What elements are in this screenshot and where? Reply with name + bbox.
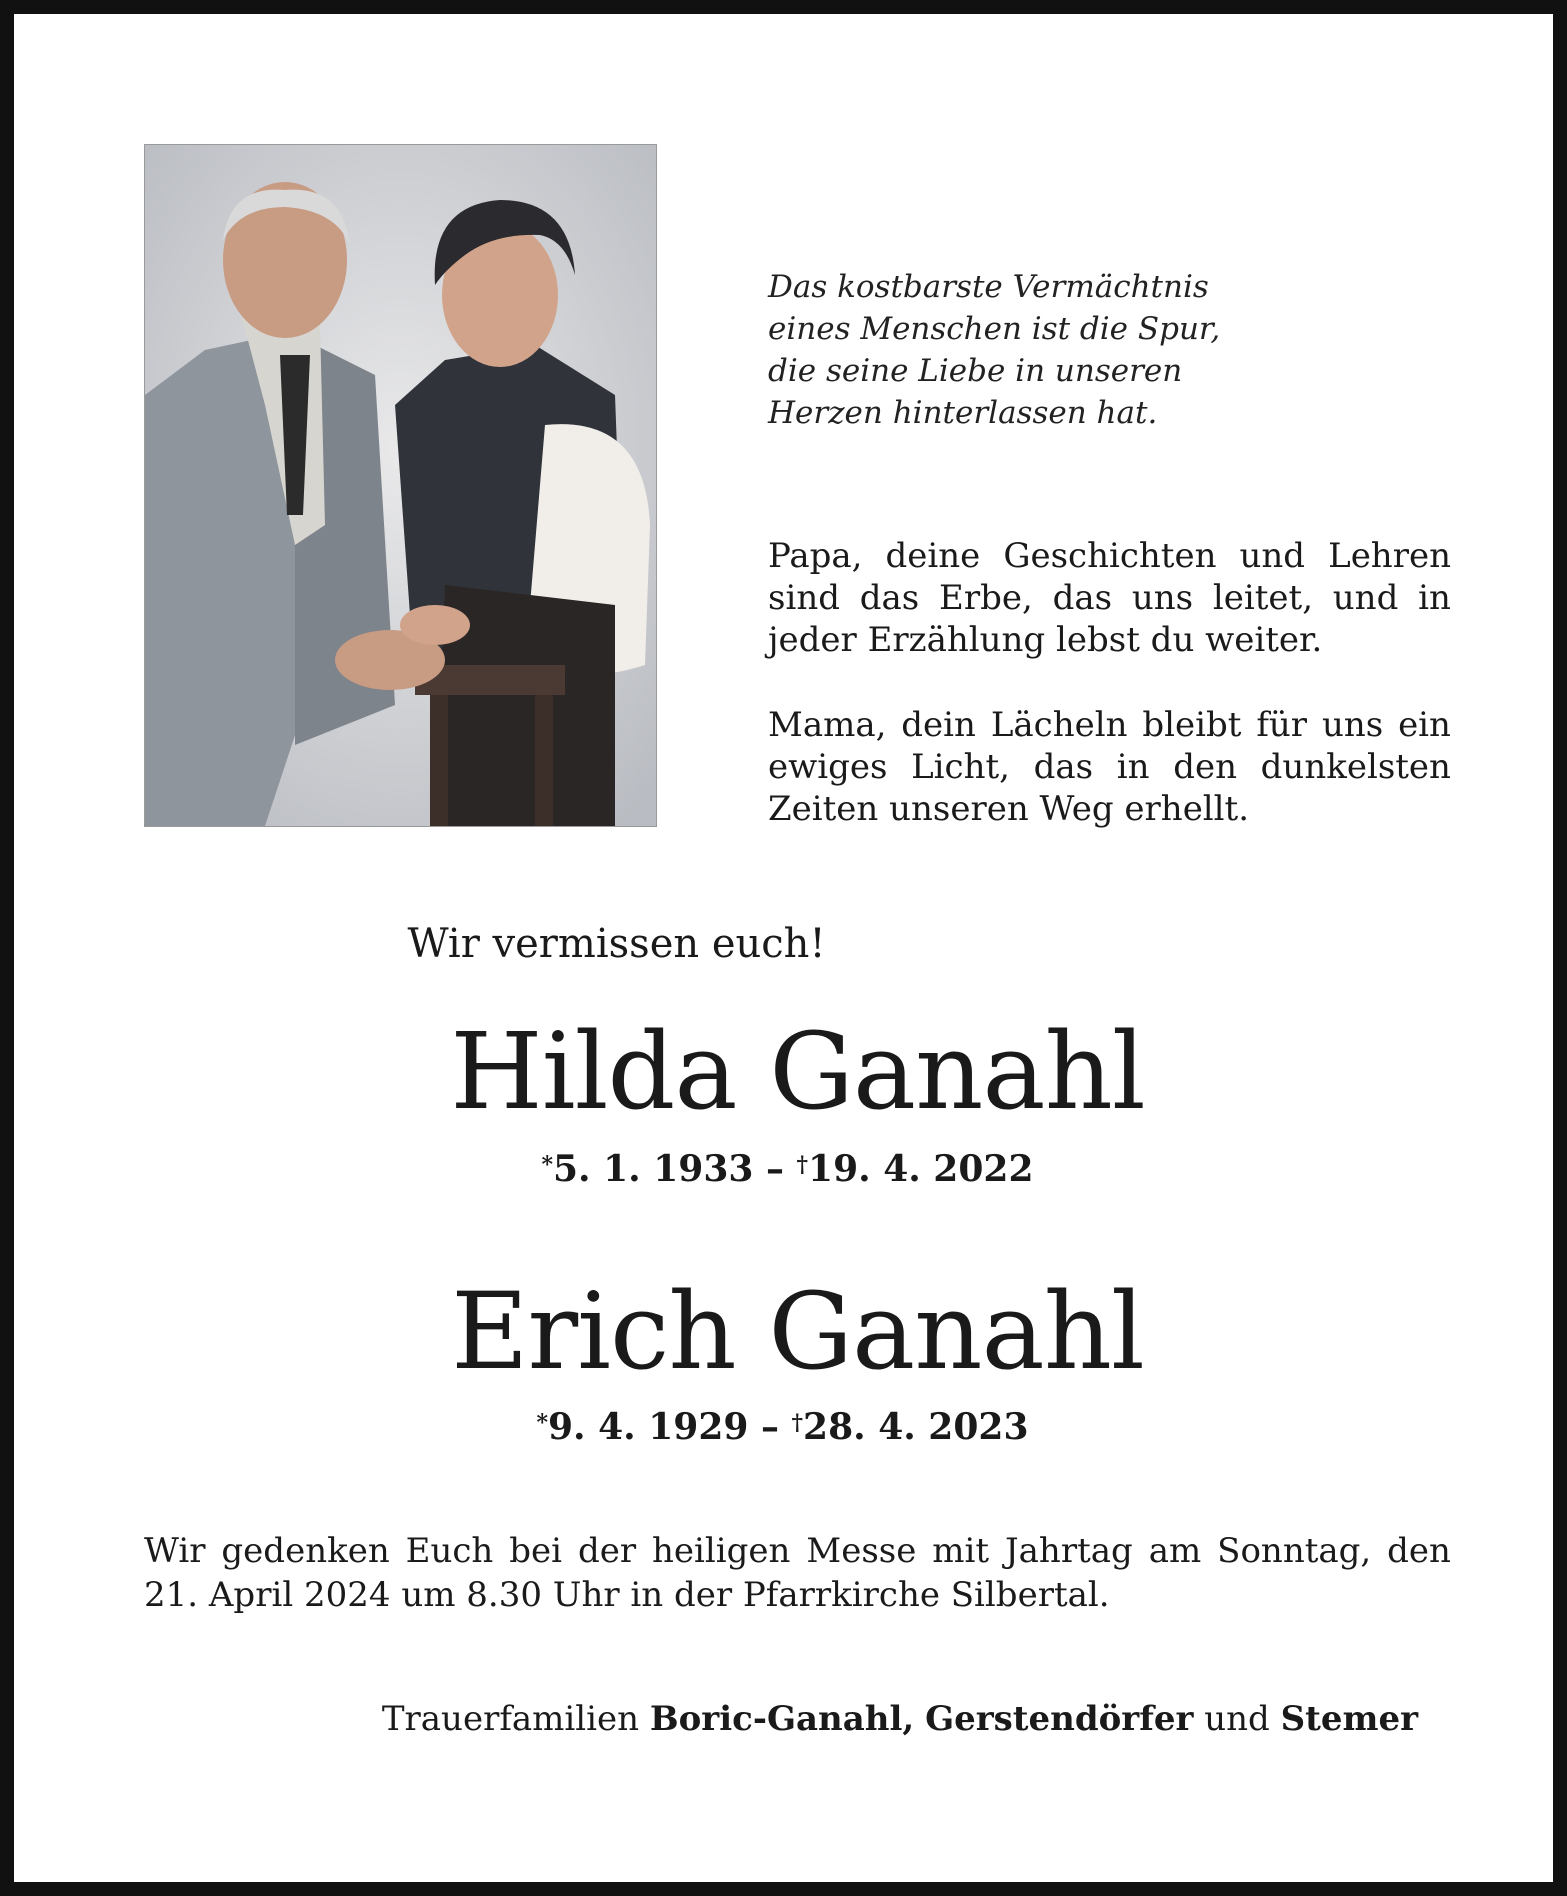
word: Erbe,	[939, 578, 1033, 618]
word: gedenken	[221, 1531, 390, 1571]
memorial-mass-notice	[144, 1529, 1451, 1617]
papa-line-2	[768, 577, 1451, 619]
word: uns	[1131, 578, 1194, 618]
memorial-quote	[768, 266, 1328, 434]
miss-you-text: Wir vermissen euch!	[407, 921, 826, 967]
life-dates-hilda	[4, 1147, 1567, 1191]
death-date: 28. 4. 2023	[803, 1406, 1029, 1448]
word: ewiges	[768, 747, 888, 787]
life-dates-erich	[0, 1405, 1566, 1449]
quote-line: die seine Liebe in unseren	[768, 353, 1183, 389]
death-symbol: †	[791, 1410, 804, 1436]
couple-photo	[144, 144, 657, 827]
papa-line-3: jeder Erzählung lebst du weiter.	[768, 620, 1323, 660]
mass-line-2: 21. April 2024 um 8.30 Uhr in der Pfarrkirche Silbertal.	[144, 1575, 1110, 1615]
family-name: Stemer	[1280, 1699, 1418, 1739]
papa-paragraph	[768, 535, 1451, 661]
word: den	[1173, 747, 1237, 787]
birth-date: 5. 1. 1933	[553, 1148, 754, 1190]
families-conjunction: und	[1204, 1699, 1270, 1739]
mama-line-3: Zeiten unseren Weg erhellt.	[768, 789, 1250, 829]
word: Sonntag,	[1217, 1531, 1372, 1571]
word: in	[1116, 747, 1150, 787]
word: Papa,	[768, 536, 863, 576]
mourning-families	[382, 1697, 1418, 1741]
mama-line-1	[768, 704, 1451, 746]
papa-line-1	[768, 535, 1451, 577]
word: das	[859, 578, 920, 618]
death-date: 19. 4. 2022	[808, 1148, 1034, 1190]
word: Lächeln	[990, 705, 1128, 745]
birth-symbol: *	[536, 1410, 548, 1436]
families-prefix: Trauerfamilien	[381, 1699, 640, 1739]
date-separator: –	[753, 1148, 797, 1190]
word: Wir	[144, 1531, 206, 1571]
birth-symbol: *	[541, 1152, 553, 1178]
family-name: Boric-Ganahl,	[649, 1699, 915, 1739]
deceased-name-hilda: Hilda Ganahl	[450, 1010, 1145, 1133]
date-separator: –	[748, 1406, 792, 1448]
word: bei	[509, 1531, 563, 1571]
mama-line-2	[768, 746, 1451, 788]
word: Licht,	[911, 747, 1010, 787]
deceased-name-erich: Erich Ganahl	[451, 1270, 1144, 1393]
word: dunkelsten	[1260, 747, 1451, 787]
mass-line-1	[144, 1529, 1451, 1573]
birth-date: 9. 4. 1929	[548, 1406, 749, 1448]
word: Jahrtag	[1005, 1531, 1133, 1571]
word: Messe	[806, 1531, 917, 1571]
word: und	[1332, 578, 1399, 618]
word: deine	[885, 536, 981, 576]
family-name: Gerstendörfer	[925, 1699, 1194, 1739]
quote-line: Herzen hinterlassen hat.	[768, 395, 1158, 431]
mama-paragraph	[768, 704, 1451, 830]
quote-line: eines Menschen ist die Spur,	[768, 311, 1221, 347]
death-symbol: †	[796, 1152, 809, 1178]
word: für	[1256, 705, 1308, 745]
word: den	[1387, 1531, 1451, 1571]
word: Geschichten	[1003, 536, 1217, 576]
word: und	[1239, 536, 1306, 576]
word: ein	[1398, 705, 1451, 745]
word: leitet,	[1212, 578, 1313, 618]
word: bleibt	[1142, 705, 1242, 745]
word: dein	[901, 705, 976, 745]
word: das	[1033, 747, 1094, 787]
word: am	[1148, 1531, 1202, 1571]
word: sind	[768, 578, 840, 618]
word: Lehren	[1328, 536, 1451, 576]
word: Mama,	[768, 705, 887, 745]
word: in	[1418, 578, 1451, 618]
word: das	[1052, 578, 1113, 618]
quote-line: Das kostbarste Vermächtnis	[768, 269, 1209, 305]
word: mit	[932, 1531, 990, 1571]
word: uns	[1321, 705, 1384, 745]
word: der	[577, 1531, 637, 1571]
word: Euch	[405, 1531, 494, 1571]
word: heiligen	[652, 1531, 791, 1571]
